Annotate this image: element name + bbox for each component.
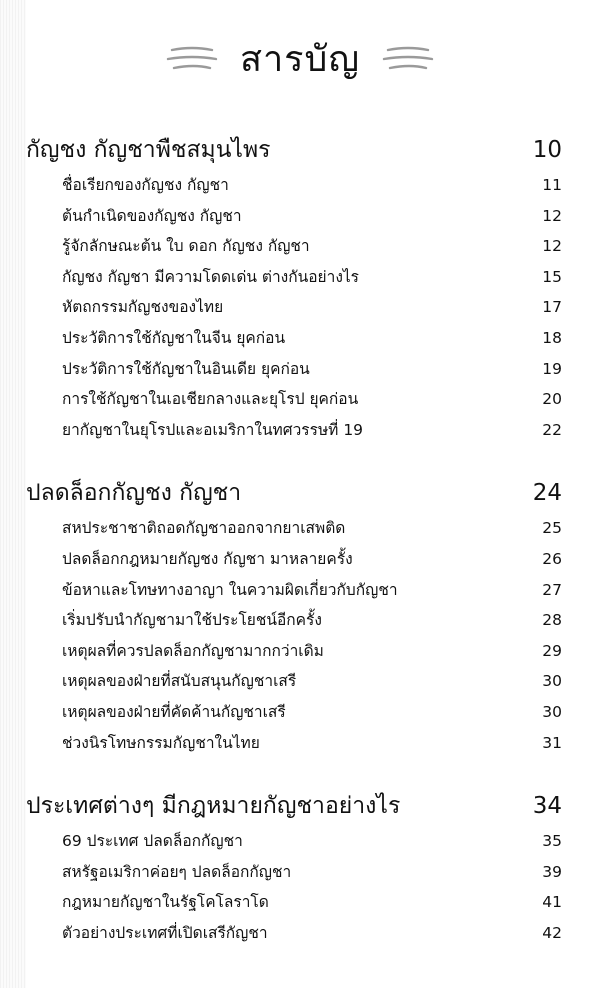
section-page-number: 34 — [532, 793, 562, 820]
toc-entry[interactable] — [26, 515, 562, 546]
toc-entry[interactable] — [26, 172, 562, 203]
entry-page-number: 25 — [542, 519, 562, 538]
toc-entry[interactable] — [26, 668, 562, 699]
section-title: ประเทศต่างๆ มีกฎหมายกัญชาอย่างไร — [26, 793, 401, 820]
entry-title: 69 ประเทศ ปลดล็อกกัญชา — [62, 832, 243, 851]
entry-title: ชื่อเรียกของกัญชง กัญชา — [62, 176, 229, 194]
entry-page-number: 17 — [542, 298, 562, 317]
toc-entry[interactable] — [26, 607, 562, 638]
entry-page-number: 11 — [542, 176, 562, 194]
section-page-number: 24 — [532, 480, 562, 507]
toc-section — [26, 475, 562, 760]
title-row — [0, 28, 600, 88]
entry-page-number: 12 — [542, 206, 562, 225]
toc-section — [26, 132, 562, 447]
entry-title: การใช้กัญชาในเอเชียกลางและยุโรป ยุคก่อน — [62, 390, 359, 409]
entry-page-number: 31 — [542, 733, 562, 752]
toc-entry[interactable] — [26, 577, 562, 608]
entry-title: เหตุผลของฝ่ายที่คัดค้านกัญชาเสรี — [62, 702, 286, 721]
entry-title: กัญชง กัญชา มีความโดดเด่น ต่างกันอย่างไร — [62, 267, 360, 286]
entry-page-number: 15 — [542, 267, 562, 286]
toc-entry[interactable] — [26, 294, 562, 325]
entry-title: รู้จักลักษณะต้น ใบ ดอก กัญชง กัญชา — [62, 237, 310, 256]
toc-entry[interactable] — [26, 699, 562, 730]
toc-entry[interactable] — [26, 730, 562, 761]
entry-page-number: 41 — [542, 893, 562, 912]
right-decoration-icon — [382, 41, 434, 75]
entry-page-number: 27 — [542, 580, 562, 599]
entry-title: ปลดล็อกกฎหมายกัญชง กัญชา มาหลายครั้ง — [62, 549, 353, 568]
entry-title: ประวัติการใช้กัญชาในจีน ยุคก่อน — [62, 328, 286, 347]
entry-page-number: 28 — [542, 611, 562, 630]
entry-page-number: 29 — [542, 641, 562, 660]
entry-page-number: 42 — [542, 923, 562, 942]
entry-title: เหตุผลที่ควรปลดล็อกกัญชามากกว่าเดิม — [62, 641, 324, 660]
entry-title: ข้อหาและโทษทางอาญา ในความผิดเกี่ยวกับกัญชา — [62, 580, 398, 599]
entry-title: สหรัฐอเมริกาค่อยๆ ปลดล็อกกัญชา — [62, 862, 292, 881]
toc-entry[interactable] — [26, 546, 562, 577]
entry-title: ประวัติการใช้กัญชาในอินเดีย ยุคก่อน — [62, 359, 310, 378]
entry-title: เริ่มปรับนำกัญชามาใช้ประโยชน์อีกครั้ง — [62, 611, 322, 630]
toc-entry[interactable] — [26, 889, 562, 920]
toc-entry[interactable] — [26, 920, 562, 951]
section-title: กัญชง กัญชาพืชสมุนไพร — [26, 137, 271, 163]
entry-title: ยากัญชาในยุโรปและอเมริกาในทศวรรษที่ 19 — [62, 420, 364, 439]
entry-page-number: 12 — [542, 237, 562, 256]
left-decoration-icon — [166, 41, 218, 75]
toc-entry[interactable] — [26, 325, 562, 356]
toc-entry[interactable] — [26, 356, 562, 387]
section-page-number: 10 — [532, 137, 562, 163]
section-heading[interactable] — [26, 475, 562, 515]
toc-entry[interactable] — [26, 859, 562, 890]
entry-page-number: 20 — [542, 390, 562, 409]
page-edge-texture — [0, 0, 26, 988]
toc-section — [26, 788, 562, 950]
entry-title: หัตถกรรมกัญชงของไทย — [62, 298, 224, 317]
page-title: สารบัญ — [239, 38, 361, 80]
section-title: ปลดล็อกกัญชง กัญชา — [26, 480, 242, 507]
entry-title: ตัวอย่างประเทศที่เปิดเสรีกัญชา — [62, 923, 268, 942]
entry-page-number: 30 — [542, 702, 562, 721]
toc-entry[interactable] — [26, 417, 562, 448]
entry-page-number: 26 — [542, 549, 562, 568]
toc-entry[interactable] — [26, 638, 562, 669]
entry-page-number: 18 — [542, 328, 562, 347]
entry-title: ต้นกำเนิดของกัญชง กัญชา — [62, 206, 242, 225]
toc-entry[interactable] — [26, 264, 562, 295]
section-heading[interactable] — [26, 132, 562, 172]
entry-page-number: 30 — [542, 672, 562, 691]
table-of-contents — [26, 132, 562, 978]
toc-entry[interactable] — [26, 233, 562, 264]
entry-page-number: 19 — [542, 359, 562, 378]
entry-title: สหประชาชาติถอดกัญชาออกจากยาเสพติด — [62, 519, 346, 538]
section-heading[interactable] — [26, 788, 562, 828]
entry-title: เหตุผลของฝ่ายที่สนับสนุนกัญชาเสรี — [62, 672, 297, 691]
entry-page-number: 35 — [542, 832, 562, 851]
entry-page-number: 22 — [542, 420, 562, 439]
entry-title: กฎหมายกัญชาในรัฐโคโลราโด — [62, 893, 269, 912]
toc-entry[interactable] — [26, 386, 562, 417]
toc-entry[interactable] — [26, 203, 562, 234]
entry-title: ช่วงนิรโทษกรรมกัญชาในไทย — [62, 733, 260, 752]
toc-entry[interactable] — [26, 828, 562, 859]
entry-page-number: 39 — [542, 862, 562, 881]
